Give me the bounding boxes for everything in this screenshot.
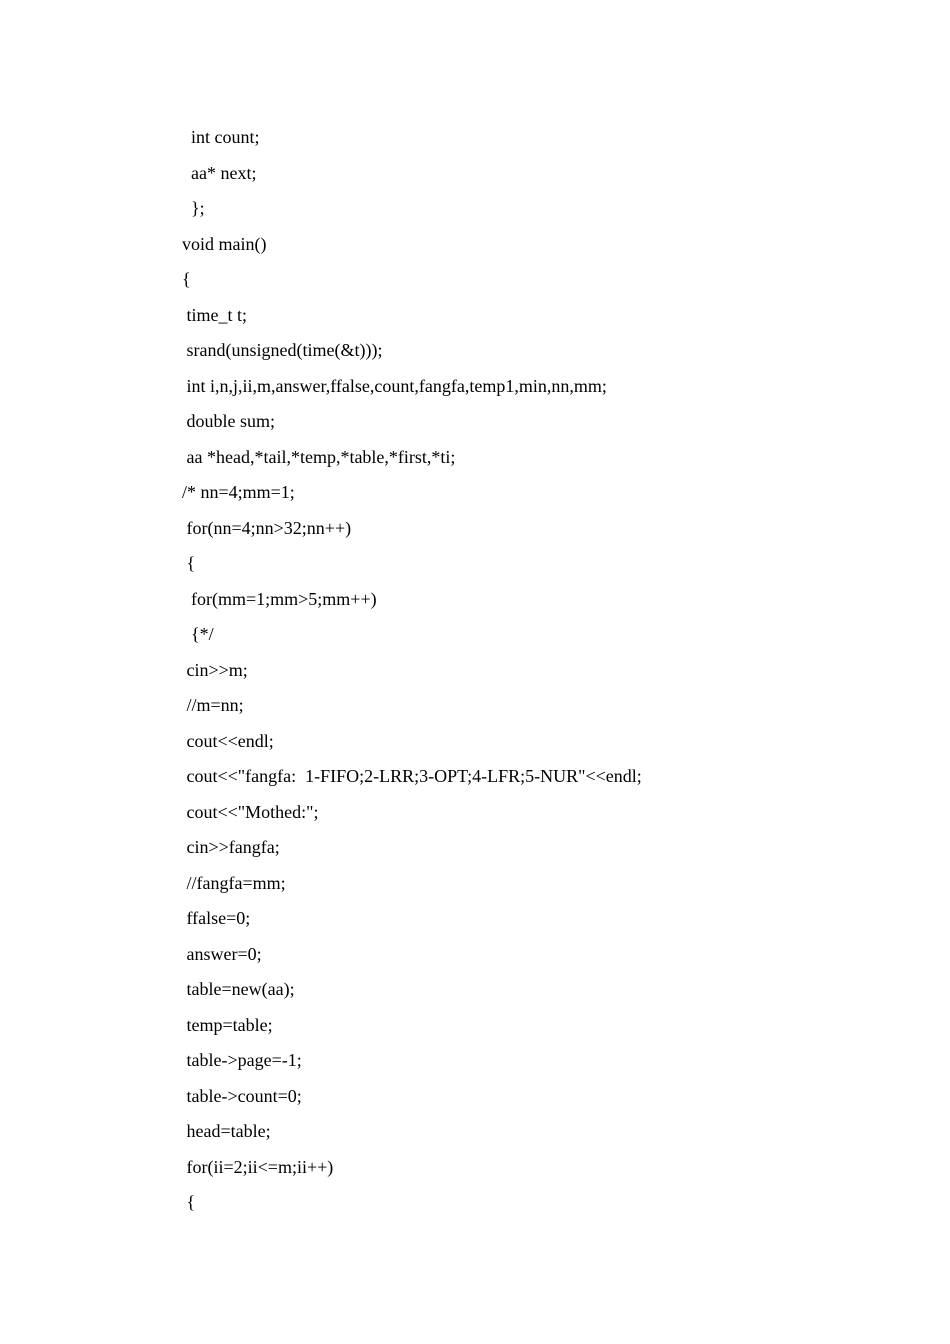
code-line-1: int count; [182, 127, 260, 147]
code-line-7: srand(unsigned(time(&t))); [182, 340, 383, 360]
code-line-19: cout<<"fangfa: 1-FIFO;2-LRR;3-OPT;4-LFR;5-NUR"<<endl; [182, 766, 642, 786]
code-line-10: aa *head,*tail,*temp,*table,*first,*ti; [182, 446, 456, 467]
code-line-29: head=table; [182, 1121, 271, 1141]
code-line-11: /* nn=4;mm=1; [182, 482, 295, 502]
code-line-9: double sum; [182, 411, 275, 431]
code-line-21: cin>>fangfa; [182, 837, 280, 857]
code-line-4: void main() [182, 233, 267, 254]
code-line-14: for(mm=1;mm>5;mm++) [182, 588, 377, 609]
code-line-8: int i,n,j,ii,m,answer,ffalse,count,fangfa,temp1,min,nn,mm; [182, 375, 607, 396]
code-line-24: answer=0; [182, 943, 262, 964]
code-line-30: for(ii=2;ii<=m;ii++) [182, 1156, 334, 1177]
code-line-22: //fangfa=mm; [182, 872, 286, 893]
code-line-12: for(nn=4;nn>32;nn++) [182, 517, 352, 538]
code-line-27: table->page=-1; [182, 1050, 302, 1070]
code-listing [182, 120, 642, 1221]
code-line-6: time_t t; [182, 304, 247, 325]
code-line-28: table->count=0; [182, 1085, 302, 1106]
code-line-18: cout<<endl; [182, 730, 274, 751]
code-line-15: {*/ [182, 624, 214, 644]
code-line-23: ffalse=0; [182, 908, 251, 928]
code-line-20: cout<<"Mothed:"; [182, 801, 319, 822]
code-line-2: aa* next; [182, 162, 257, 183]
code-line-13: { [182, 553, 196, 573]
code-line-16: cin>>m; [182, 659, 248, 680]
code-line-5: { [182, 269, 191, 289]
code-line-3: }; [182, 198, 205, 218]
code-line-17: //m=nn; [182, 695, 244, 715]
code-line-31: { [182, 1192, 196, 1212]
code-line-26: temp=table; [182, 1014, 273, 1035]
code-line-25: table=new(aa); [182, 979, 295, 999]
